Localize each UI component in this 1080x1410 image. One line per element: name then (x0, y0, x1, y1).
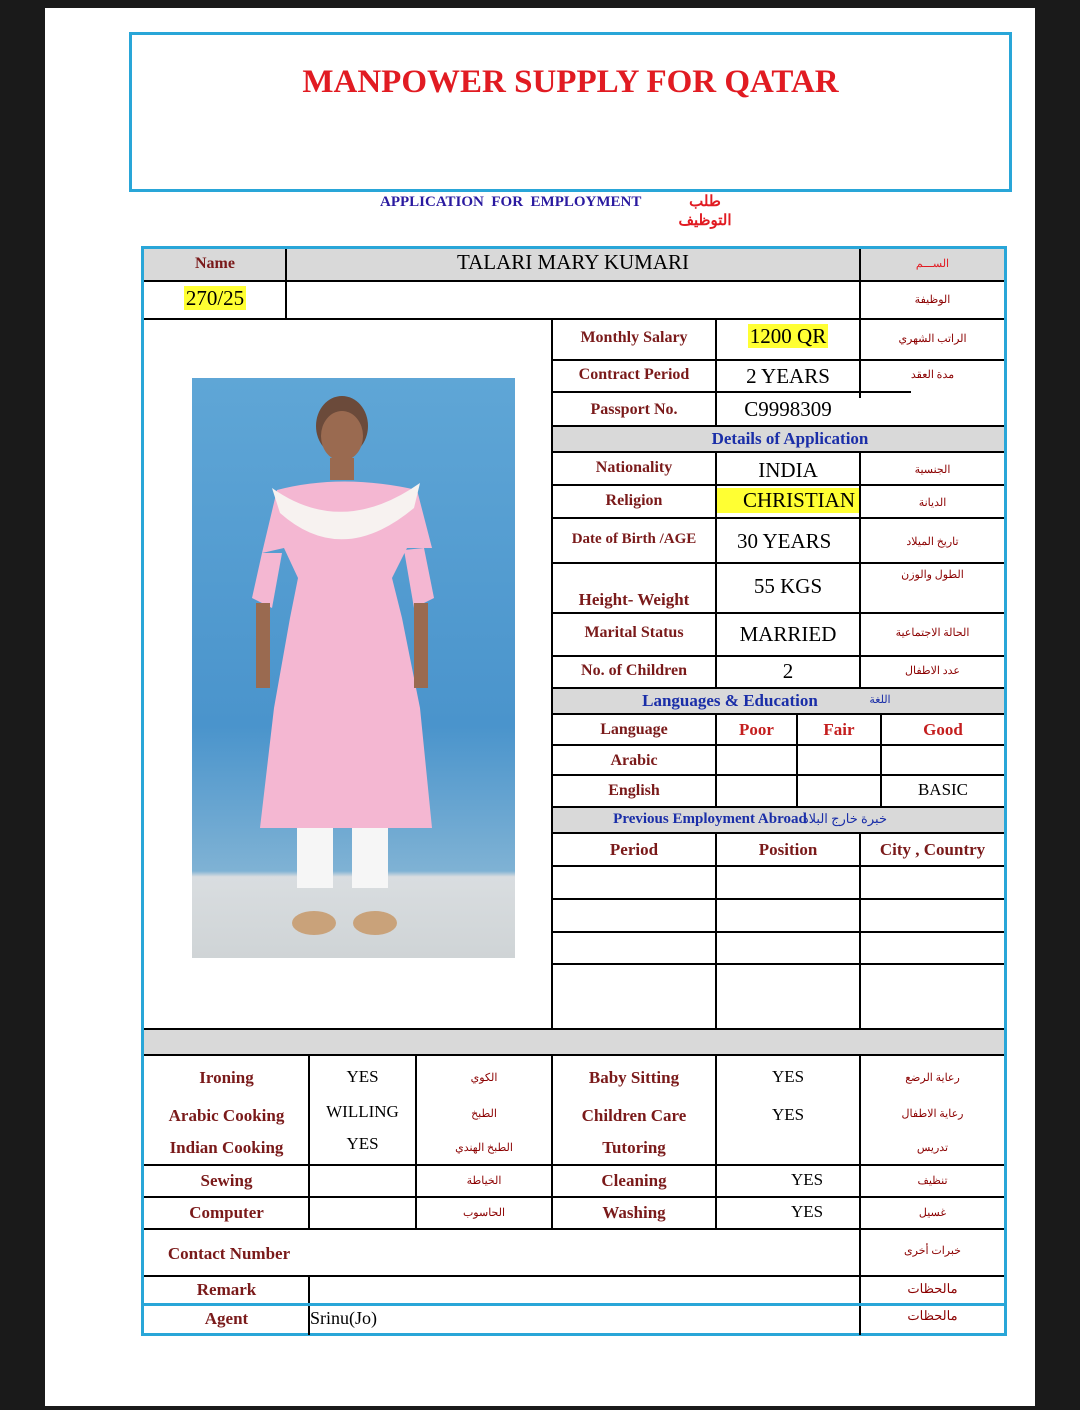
skill-indian-cooking-label: Indian Cooking (169, 1138, 284, 1157)
name-label: Name (195, 255, 235, 272)
skill-cleaning-arabic: تنظيف (917, 1175, 948, 1187)
lang-header-good: Good (923, 720, 963, 739)
height-weight-value: 55 KGS (753, 574, 823, 598)
skill-ironing-value: YES (346, 1067, 379, 1086)
skill-indian-cooking-arabic: الطبخ الهندي (455, 1142, 513, 1154)
section-previous-arabic: خبرة خارج البلاد (802, 811, 887, 826)
monthly-salary-value: 1200 QR (749, 324, 827, 348)
skill-baby-sitting-arabic: رعاية الرضع (905, 1072, 960, 1084)
applicant-name: TALARI MARY KUMARI (456, 250, 690, 274)
prev-header-city-country: City , Country (879, 840, 986, 859)
divider-band (144, 1030, 1004, 1054)
prev-header-position: Position (758, 840, 818, 859)
skill-ironing-arabic: الكوي (470, 1072, 498, 1084)
skill-children-care-value: YES (771, 1105, 805, 1124)
page-title: MANPOWER SUPPLY FOR QATAR (302, 64, 839, 100)
height-weight-arabic: الطول والوزن (901, 569, 964, 581)
monthly-salary-label: Monthly Salary (580, 329, 688, 346)
skill-washing-label: Washing (602, 1203, 666, 1222)
remark-label: Remark (196, 1280, 257, 1299)
skill-computer-label: Computer (189, 1203, 264, 1222)
skill-computer-arabic: الحاسوب (462, 1207, 506, 1219)
header-box (129, 32, 1012, 192)
section-application-title: Details of Application (711, 429, 869, 448)
remark-arabic: مالحظات (907, 1281, 958, 1296)
lang-header-poor: Poor (739, 720, 774, 739)
form-subtitle-arabic: طلب التوظيف (678, 194, 732, 229)
contract-period-value: 2 YEARS (746, 364, 830, 388)
height-weight-label: Height- Weight (578, 590, 690, 609)
skill-baby-sitting-value: YES (771, 1067, 805, 1086)
skill-arabic-cooking-value: WILLING (326, 1102, 399, 1121)
contract-period-arabic: مدة العقد (910, 369, 955, 381)
lang-row-english: English (608, 782, 660, 799)
agent-label: Agent (204, 1309, 249, 1328)
lang-header-language: Language (600, 721, 668, 738)
skill-cleaning-label: Cleaning (601, 1171, 667, 1190)
skill-washing-arabic: غسيل (918, 1207, 947, 1219)
lang-header-fair: Fair (823, 720, 855, 739)
skill-baby-sitting-label: Baby Sitting (588, 1068, 680, 1087)
passport-label: Passport No. (590, 401, 678, 418)
passport-value: C9998309 (744, 397, 832, 421)
ref-label-arabic: الوظيفة (914, 294, 951, 306)
marital-status-value: MARRIED (739, 622, 837, 646)
children-value: 2 (782, 659, 794, 683)
dob-label: Date of Birth /AGE (571, 531, 697, 547)
applicant-photo (192, 378, 515, 958)
agent-value: Srinu(Jo) (310, 1308, 377, 1328)
children-arabic: عدد الاطفال (905, 665, 960, 677)
section-previous-title: Previous Employment Abroad (613, 811, 807, 827)
monthly-salary-arabic: الراتب الشهري (898, 333, 967, 345)
marital-status-arabic: الحالة الاجتماعية (895, 627, 970, 639)
name-label-arabic: الســـم (915, 258, 950, 270)
skill-children-care-label: Children Care (581, 1106, 687, 1125)
contact-number-label: Contact Number (167, 1244, 291, 1263)
form-subtitle: APPLICATION FOR EMPLOYMENT (380, 194, 642, 210)
nationality-value: INDIA (758, 458, 818, 482)
nationality-arabic: الجنسية (914, 464, 951, 476)
skill-sewing-arabic: الخياطة (466, 1175, 502, 1187)
skill-arabic-cooking-label: Arabic Cooking (168, 1106, 285, 1125)
prev-header-period: Period (609, 840, 659, 859)
religion-value: CHRISTIAN (717, 488, 859, 513)
nationality-label: Nationality (595, 459, 673, 476)
contact-number-arabic: خبرات أخرى (904, 1245, 961, 1257)
lang-english-good: BASIC (917, 780, 969, 799)
skill-indian-cooking-value: YES (346, 1134, 379, 1153)
skill-tutoring-label: Tutoring (602, 1138, 666, 1157)
religion-label: Religion (605, 492, 663, 509)
skill-washing-value: YES (790, 1202, 824, 1221)
ref-number: 270/25 (185, 286, 245, 310)
contract-period-label: Contract Period (578, 366, 690, 383)
section-languages-arabic: اللغة (869, 694, 891, 706)
person-figure (192, 378, 515, 958)
skill-tutoring-arabic: تدريس (916, 1142, 949, 1154)
skill-cleaning-value: YES (790, 1170, 824, 1189)
agent-arabic: مالحظات (907, 1308, 958, 1323)
section-languages-title: Languages & Education (642, 691, 818, 710)
skill-ironing-label: Ironing (199, 1068, 254, 1087)
dob-arabic: تاريخ الميلاد (906, 536, 959, 548)
children-label: No. of Children (581, 662, 687, 679)
dob-value: 30 YEARS (737, 529, 832, 553)
lang-row-arabic: Arabic (610, 752, 658, 769)
marital-status-label: Marital Status (584, 624, 684, 641)
skill-arabic-cooking-arabic: الطبخ (471, 1108, 497, 1120)
application-form (45, 8, 1035, 1406)
skill-children-care-arabic: رعاية الاطفال (901, 1108, 964, 1120)
religion-arabic: الديانة (918, 497, 947, 509)
skill-sewing-label: Sewing (200, 1171, 253, 1190)
